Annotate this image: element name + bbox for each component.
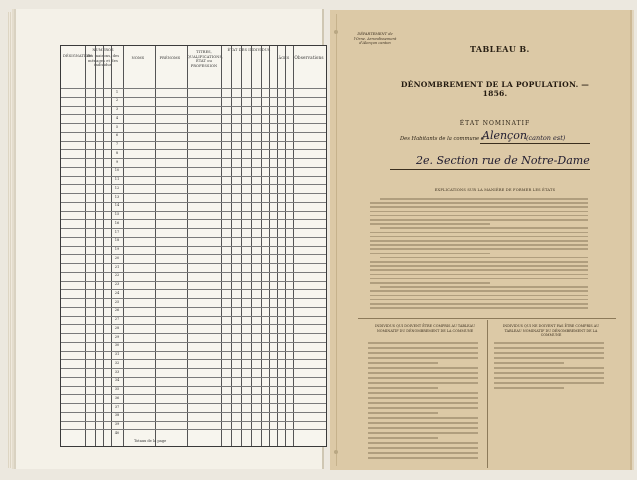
- header-numeros-sub: des maisons, des ménages et des individus: [86, 54, 120, 67]
- text-line: [370, 299, 588, 301]
- row-number: 2: [115, 98, 119, 103]
- row-number: 5: [115, 124, 119, 129]
- handwritten-commune: Alençon: [482, 129, 527, 142]
- row-number: 33: [114, 369, 120, 374]
- text-line: [494, 367, 604, 369]
- text-line: [494, 362, 564, 364]
- text-line: [370, 295, 588, 297]
- table-row: [61, 211, 326, 212]
- header-ages: ÂGES: [278, 56, 290, 60]
- row-number: 27: [114, 317, 120, 321]
- excluded-heading: INDIVIDUS QUI NE DOIVENT PAS ÊTRE COMPRIS AU TABLEAU NOMINATIF DU DÉNOMBREMENT DE LA COMMUNE: [502, 324, 600, 337]
- row-number: 14: [114, 203, 120, 208]
- text-line: [370, 211, 588, 213]
- text-line: [494, 342, 604, 344]
- row-number: 29: [114, 334, 120, 339]
- table-row: [61, 289, 326, 290]
- census-grid: [60, 45, 327, 447]
- text-line: [370, 265, 588, 267]
- row-number: 8: [115, 150, 119, 155]
- text-line: [370, 307, 588, 309]
- row-number: 23: [114, 282, 120, 286]
- row-number: 36: [114, 395, 120, 400]
- table-row: [61, 281, 326, 282]
- inclusion-rules-columns: [362, 320, 612, 468]
- text-line: [368, 382, 478, 384]
- text-line: [370, 219, 588, 221]
- table-row: [61, 132, 326, 133]
- table-row: [61, 263, 326, 264]
- text-line: [370, 240, 588, 242]
- text-line: [368, 347, 478, 349]
- text-line: [368, 362, 438, 364]
- text-line: [368, 437, 438, 439]
- text-line: [370, 253, 490, 255]
- row-number: 31: [114, 352, 120, 356]
- header-numeros: NUMÉROS: [92, 48, 114, 52]
- row-number: 24: [114, 290, 120, 295]
- row-number: 30: [114, 343, 120, 348]
- row-number: 37: [114, 404, 120, 409]
- text-line: [368, 457, 478, 459]
- fill-in-line: [390, 169, 590, 170]
- text-line: [370, 206, 588, 208]
- table-row: [61, 88, 326, 89]
- table-row: [61, 359, 326, 360]
- table-row: [61, 307, 326, 308]
- handwritten-canton: (canton est): [526, 134, 566, 142]
- table-row: [61, 219, 326, 220]
- table-row: [61, 228, 326, 229]
- row-number: 16: [114, 220, 120, 225]
- text-line: [380, 257, 588, 259]
- row-number: 4: [115, 115, 119, 120]
- row-number: 19: [114, 247, 120, 251]
- table-row: [61, 377, 326, 378]
- text-line: [370, 248, 588, 250]
- text-line: [368, 367, 478, 369]
- text-line: [368, 442, 478, 444]
- header-titres: TITRES, QUALIFICATIONS, ÉTAT ou PROFESSION: [187, 50, 224, 68]
- table-row: [61, 368, 326, 369]
- table-row: [61, 158, 326, 159]
- text-line: [370, 236, 588, 238]
- table-row: [61, 97, 326, 98]
- table-row: [61, 202, 326, 203]
- tableau-label: TABLEAU B.: [470, 44, 530, 54]
- table-row: [61, 351, 326, 352]
- table-row: [61, 184, 326, 185]
- text-line: [368, 372, 478, 374]
- row-number: 35: [114, 387, 120, 391]
- page-title: DÉNOMBREMENT DE LA POPULATION. — 1856.: [400, 80, 590, 98]
- text-line: [368, 422, 478, 424]
- text-line: [368, 387, 438, 389]
- table-row: [61, 193, 326, 194]
- text-line: [368, 392, 478, 394]
- table-row: [61, 333, 326, 334]
- text-line: [370, 290, 588, 292]
- row-number: 17: [114, 229, 120, 234]
- row-number: 28: [114, 325, 120, 330]
- text-line: [368, 402, 478, 404]
- etat-nominatif-heading: ÉTAT NOMINATIF: [459, 120, 531, 127]
- text-line: [370, 278, 588, 280]
- table-row: [61, 176, 326, 177]
- text-line: [368, 432, 478, 434]
- text-line: [494, 352, 604, 354]
- row-number: 20: [114, 255, 120, 260]
- row-number: 12: [114, 185, 120, 190]
- included-heading: INDIVIDUS QUI DOIVENT ÊTRE COMPRIS AU TABLEAU NOMINATIF DU DÉNOMBREMENT DE LA COMMUNE: [375, 324, 475, 333]
- text-line: [370, 223, 490, 225]
- text-line: [368, 407, 478, 409]
- text-line: [380, 227, 588, 229]
- row-number: 18: [114, 238, 120, 243]
- header-observations: Observations: [294, 55, 324, 60]
- table-row: [61, 386, 326, 387]
- row-number: 25: [114, 299, 120, 304]
- header-etat-individus: ÉTAT DES INDIVIDUS: [227, 48, 271, 52]
- row-number: 34: [114, 378, 120, 383]
- table-row: [61, 237, 326, 238]
- table-row: [61, 342, 326, 343]
- text-line: [494, 357, 604, 359]
- right-page: [330, 10, 630, 470]
- text-line: [370, 244, 588, 246]
- table-row: [61, 123, 326, 124]
- row-number: 10: [114, 168, 120, 173]
- text-line: [494, 382, 604, 384]
- table-row: [61, 167, 326, 168]
- text-line: [370, 303, 588, 305]
- row-number: 9: [115, 159, 119, 164]
- row-number: 40: [114, 430, 120, 435]
- table-row: [61, 324, 326, 325]
- department-label: DÉPARTEMENT de l'Orne. Arrondissement d'Alençon canton: [353, 32, 397, 45]
- explanations-heading: EXPLICATIONS SUR LA MANIÈRE DE FORMER LES ÉTATS: [434, 188, 556, 192]
- header-designation: DÉSIGNATION: [63, 54, 92, 58]
- table-row: [61, 316, 326, 317]
- row-number: 21: [114, 264, 120, 269]
- table-row: [61, 149, 326, 150]
- text-line: [494, 372, 604, 374]
- text-line: [368, 417, 478, 419]
- row-number: 22: [114, 273, 120, 278]
- row-number: 15: [114, 212, 120, 216]
- left-page: [16, 9, 324, 469]
- text-line: [370, 202, 588, 204]
- text-line: [368, 412, 438, 414]
- row-number: 7: [115, 142, 119, 146]
- header-noms: NOMS: [131, 56, 145, 60]
- text-line: [368, 447, 478, 449]
- text-line: [368, 397, 478, 399]
- table-row: [61, 114, 326, 115]
- table-row: [61, 272, 326, 273]
- row-number: 3: [115, 107, 119, 111]
- text-line: [368, 427, 478, 429]
- text-line: [370, 282, 490, 284]
- text-line: [494, 387, 564, 389]
- table-row: [61, 254, 326, 255]
- text-line: [370, 232, 588, 234]
- row-number: 32: [114, 360, 120, 365]
- table-row: [61, 403, 326, 404]
- fill-in-line: [480, 143, 590, 144]
- text-line: [370, 269, 588, 271]
- table-row: [61, 412, 326, 413]
- text-line: [368, 352, 478, 354]
- row-number: 38: [114, 413, 120, 418]
- text-line: [368, 342, 478, 344]
- row-number: 1: [115, 89, 119, 94]
- text-line: [368, 452, 478, 454]
- text-line: [494, 377, 604, 379]
- text-line: [380, 198, 588, 200]
- header-prenoms: PRÉNOMS: [159, 56, 181, 60]
- table-row: [61, 141, 326, 142]
- habitants-label: Des Habitants de la commune d': [400, 136, 486, 142]
- table-row: [61, 429, 326, 430]
- text-line: [368, 357, 478, 359]
- column-divider: [487, 320, 488, 468]
- handwritten-section: 2e. Section rue de Notre-Dame: [416, 154, 590, 167]
- table-row: [61, 246, 326, 247]
- table-row: [61, 298, 326, 299]
- binding-hole: [334, 30, 338, 34]
- row-number: 6: [115, 133, 119, 138]
- text-line: [370, 261, 588, 263]
- table-row: [61, 394, 326, 395]
- binding-hole: [334, 450, 338, 454]
- text-line: [494, 347, 604, 349]
- text-line: [368, 377, 478, 379]
- row-number: 39: [114, 422, 120, 426]
- row-number: 26: [114, 308, 120, 313]
- table-row: [61, 106, 326, 107]
- row-number: 11: [114, 177, 120, 181]
- text-line: [380, 286, 588, 288]
- row-number: 13: [114, 194, 120, 199]
- text-line: [370, 274, 588, 276]
- page-total-label: Totaux de la page: [134, 439, 167, 443]
- text-line: [370, 215, 588, 217]
- table-row: [61, 421, 326, 422]
